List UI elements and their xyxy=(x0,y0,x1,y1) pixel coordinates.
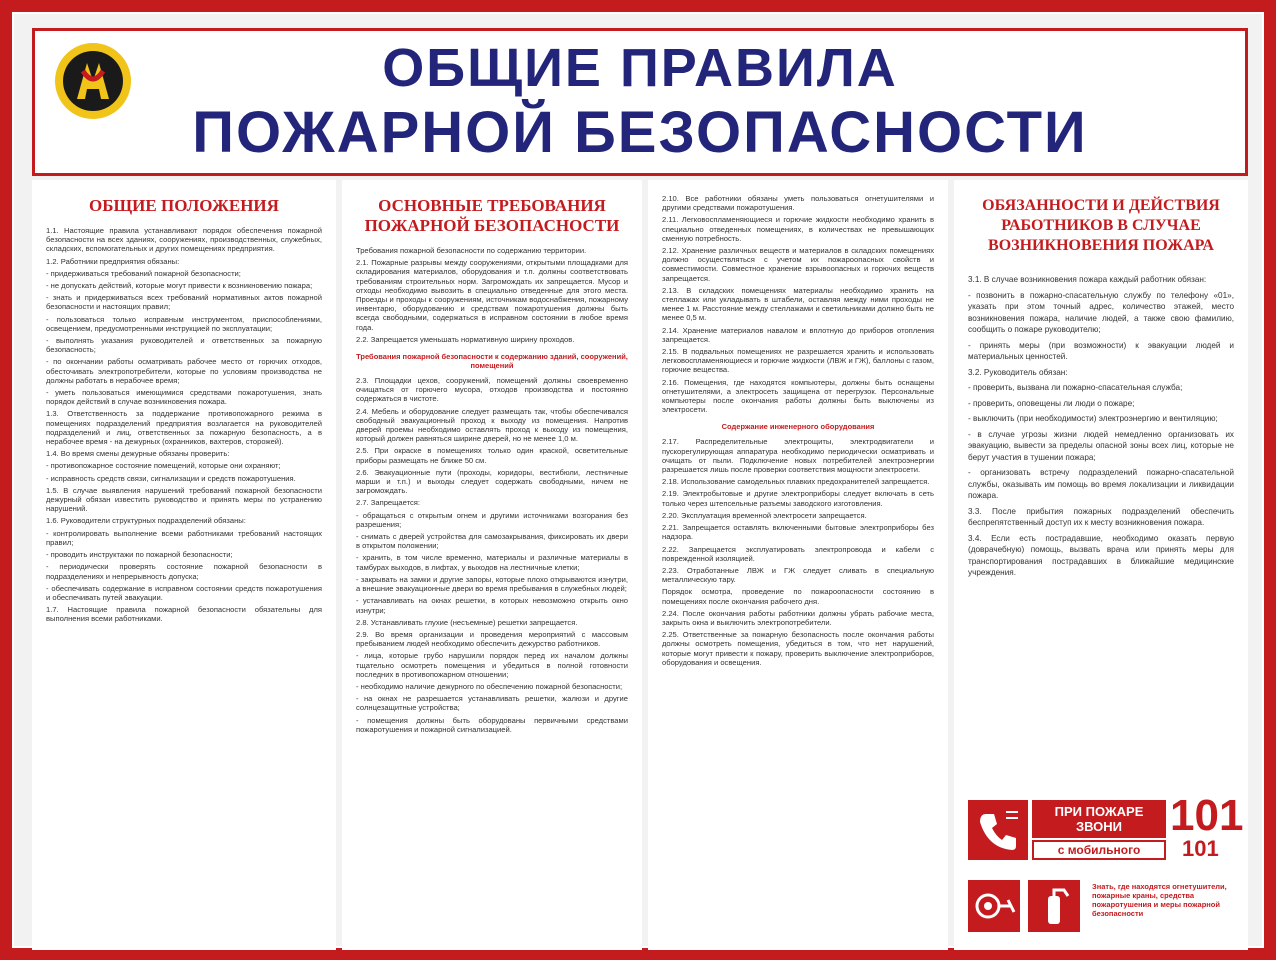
paragraph: 2.9. Во время организации и проведения мероприятий с массовым пребыванием людей необходимо обеспечить дежурство работников. xyxy=(356,629,628,649)
paragraph: - принять меры (при возможности) к эвакуации людей и материальных ценностей. xyxy=(968,340,1234,361)
column-requirements xyxy=(342,180,642,950)
call-label xyxy=(1032,800,1166,838)
signs-caption: Знать, где находятся огнетушители, пожарные краны, средства пожаротушения и меры пожарной безопасности xyxy=(1092,882,1227,918)
paragraph: - выполнять указания руководителей и ответственных за пожарную безопасность; xyxy=(46,336,322,355)
mobile-label: с мобильного xyxy=(1032,840,1166,860)
paragraph: - позвонить в пожарно-спасательную службу по телефону «01», указать при этом точный адрес, количество этажей, место возникновения пожара, наличие людей, а также свою фамилию, сообщить о пожаре руководителю; xyxy=(968,290,1234,334)
fire-extinguisher-icon xyxy=(1028,880,1080,932)
paragraph: - пользоваться только исправным инструментом, приспособлениями, освещением, предусмотренными инструкцией по эксплуатации; xyxy=(46,314,322,333)
column-text xyxy=(662,194,934,414)
paragraph: 2.14. Хранение материалов навалом и вплотную до приборов отопления запрещается. xyxy=(662,325,934,344)
column-duties xyxy=(954,180,1248,950)
paragraph: - устанавливать на окнах решетки, в которых невозможно открыть окно изнутри; xyxy=(356,596,628,615)
column-text xyxy=(968,274,1234,579)
paragraph: 2.6. Эвакуационные пути (проходы, коридоры, вестибюли, лестничные марши и т.п.) и выходы следует содержать свободными, ничем не загромождать. xyxy=(356,467,628,496)
paragraph: 2.16. Помещения, где находятся компьютеры, должны быть оснащены огнетушителями, а электросеть защищена от перегрузок. Персональные компьютеры после окончания работы должны быть выключены из электросети. xyxy=(662,377,934,415)
paragraph: 2.10. Все работники обязаны уметь пользоваться огнетушителями и другими средствами пожаротушения. xyxy=(662,194,934,213)
paragraph: 2.5. При окраске в помещениях только один краской, осветительные приборы размещать не ближе 50 см. xyxy=(356,446,628,465)
paragraph: - лица, которые грубо нарушили порядок перед их началом должны тщательно осмотреть помещения и убедиться в полной готовности последних в противопожарном отношении; xyxy=(356,651,628,679)
paragraph: 2.20. Эксплуатация временной электросети запрещается. xyxy=(662,510,867,520)
paragraph: 3.1. В случае возникновения пожара каждый работник обязан: xyxy=(968,275,1207,284)
column-text xyxy=(356,246,628,344)
paragraph: 2.13. В складских помещениях материалы необходимо хранить на стеллажах или укладывать в штабели, оставляя между ними проходы не менее 1 м. Расстояние между стеллажами и светильниками должно быть не менее 0,5 м. xyxy=(662,285,934,323)
paragraph: - исправность средств связи, сигнализации и средств пожаротушения. xyxy=(46,473,296,483)
poster-frame xyxy=(12,12,1264,948)
column-text xyxy=(46,226,322,624)
paragraph: - по окончании работы осматривать рабочее место от горючих отходов, обесточивать электропотребители, которые по условиям производства не должны работать в нерабочее время; xyxy=(46,357,322,385)
paragraph: - закрывать на замки и другие запоры, которые плохо открываются изнутри, а внешние эвакуационные двери во время пребывания в служебных людей; xyxy=(356,574,628,594)
paragraph: 3.2. Руководитель обязан: xyxy=(968,367,1068,377)
paragraph: - в случае угрозы жизни людей немедленно организовать их эвакуацию, вывести за пределы опасной зоны всех лиц, которые не берут участия в тушении пожара; xyxy=(968,429,1234,462)
paragraph: 2.3. Площадки цехов, сооружений, помещений должны своевременно очищаться от горючего мусора, отходов производства и постоянно содержаться в чистоте. xyxy=(356,376,628,404)
call-line2: ЗВОНИ xyxy=(1075,819,1123,834)
paragraph: - выключить (при необходимости) электроэнергию и вентиляцию; xyxy=(968,414,1218,423)
subsection-heading: Содержание инженерного оборудования xyxy=(721,422,875,432)
paragraph: - проводить инструктажи по пожарной безопасности; xyxy=(46,550,233,560)
page-title-line2: ПОЖАРНОЙ БЕЗОПАСНОСТИ xyxy=(192,100,1088,165)
paragraph: 1.1. Настоящие правила устанавливают порядок обеспечения пожарной безопасности на всех зданиях, сооружениях, производственных, служебных, складских, вспомогательных и других помещениях предприятия. xyxy=(46,226,322,254)
column-heading: ОБЯЗАННОСТИ И ДЕЙСТВИЯ РАБОТНИКОВ В СЛУЧАЕ ВОЗНИКНОВЕНИЯ ПОЖАРА xyxy=(982,197,1220,254)
paragraph: - знать и придерживаться всех требований нормативных актов пожарной безопасности и настоящих правил; xyxy=(46,293,322,312)
column-heading: ОБЩИЕ ПОЛОЖЕНИЯ xyxy=(89,196,279,215)
paragraph: 2.23. Отработанные ЛВЖ и ГЖ следует сливать в специальную металлическую тару. xyxy=(662,565,934,585)
title-banner xyxy=(32,28,1248,176)
paragraph: Порядок осмотра, проведение по пожароопасности состоянию в помещениях после окончания рабочего дня. xyxy=(662,587,934,606)
paragraph: - придерживаться требований пожарной безопасности; xyxy=(46,268,241,278)
paragraph: - на окнах не разрешается устанавливать решетки, жалюзи и другие солнцезащитные устройства; xyxy=(356,694,628,713)
paragraph: - обращаться с открытым огнем и другими источниками возгорания без разрешения; xyxy=(356,510,628,529)
column-general xyxy=(32,180,336,950)
paragraph: 2.11. Легковоспламеняющиеся и горючие жидкости необходимо хранить в специально отведенных помещениях, в количествах не превышающих сменную потребность. xyxy=(662,215,934,243)
paragraph: 2.22. Запрещается эксплуатировать электропровода и кабели с поврежденной изоляцией. xyxy=(662,544,934,563)
paragraph: 1.4. Во время смены дежурные обязаны проверить: xyxy=(46,449,230,459)
column-text xyxy=(662,437,934,666)
emergency-call-block xyxy=(968,791,1244,872)
paragraph: 3.4. Если есть пострадавшие, необходимо оказать первую (доврачебную) помощь, вызвать врача или принять меры для транспортирования пострадавших в ближайшие медицинские учреждения. xyxy=(968,533,1234,577)
paragraph: 2.15. В подвальных помещениях не разрешается хранить и использовать легковоспламеняющиеся и горючие жидкости (ЛВЖ и ГЖ), баллоны с газом, горючие вещества. xyxy=(662,347,934,375)
paragraph: - не допускать действий, которые могут привести к возникновению пожара; xyxy=(46,281,313,291)
paragraph: 1.6. Руководители структурных подразделений обязаны: xyxy=(46,516,246,526)
paragraph: 2.7. Запрещается: xyxy=(356,498,420,508)
paragraph: 2.1. Пожарные разрывы между сооружениями, открытыми площадками для складирования материалов, оборудования и т.п. должны соответствовать требованиям строительных норм. Загромождать их запрещается. Мусор и отходы необходимо вывозить в специально отведенные для этого места. Проезды и проходы к сооружениям, источникам водоснабжения, пожарному инвентарю, оборудованию и средствам пожаротушения должны быть всегда свободными, содержаться в исправном состоянии в любое время года. xyxy=(356,258,628,332)
safety-signs xyxy=(968,880,1234,932)
paragraph: - хранить, в том числе временно, материалы и различные материалы в тамбурах выходов, в лифтах, у выходов на лестничные клетки; xyxy=(356,553,628,572)
paragraph: 1.5. В случае выявления нарушений требований пожарной безопасности дежурный обязан известить руководство и принять меры по устранению нарушений. xyxy=(46,485,322,514)
paragraph: 1.2. Работники предприятия обязаны: xyxy=(46,256,180,266)
emergency-number: 101 xyxy=(1170,791,1244,840)
column-requirements-cont xyxy=(648,180,948,950)
paragraph: - уметь пользоваться имеющимися средствами пожаротушения, знать порядок действий в случае возникновения пожара. xyxy=(46,388,322,407)
paragraph: - противопожарное состояние помещений, которые они охраняют; xyxy=(46,461,281,471)
call-line1: ПРИ ПОЖАРЕ xyxy=(1054,804,1144,819)
column-text xyxy=(356,376,628,734)
paragraph: - проверить, вызвана ли пожарно-спасательная служба; xyxy=(968,383,1183,392)
paragraph: 1.7. Настоящие правила пожарной безопасности обязательны для выполнения всеми работниками. xyxy=(46,605,322,624)
paragraph: - снимать с дверей устройства для самозакрывания, фиксировать их двери в открытом положении; xyxy=(356,532,628,551)
paragraph: 2.25. Ответственные за пожарную безопасность после окончания работы должны осмотреть помещения, убедиться в том, что нет нарушений, которые могут привести к пожару, проверить выключение электроприборов, оборудования и освещения. xyxy=(662,630,934,667)
paragraph: Требования пожарной безопасности по содержанию территории. xyxy=(356,246,587,255)
paragraph: - контролировать выполнение всеми работниками требований настоящих правил; xyxy=(46,528,322,547)
paragraph: 2.4. Мебель и оборудование следует размещать так, чтобы обеспечивался свободный эвакуационный проход к выходу из помещения. Напротив дверей проемы необходимо оставлять проход к выходу из помещения, который должен равняться ширине дверей, но не менее 1,0 м. xyxy=(356,406,628,444)
fire-hose-icon xyxy=(968,880,1020,932)
paragraph: 2.19. Электробытовые и другие электроприборы следует включать в сеть только через штепсельные разъемы заводского изготовления. xyxy=(662,489,934,508)
subsection-heading: Требования пожарной безопасности к содержанию зданий, сооружений, помещений xyxy=(356,352,628,371)
paragraph: - обеспечивать содержание в исправном состоянии средств пожаротушения и обеспечивать путей эвакуации. xyxy=(46,583,322,602)
paragraph: - проверить, оповещены ли люди о пожаре; xyxy=(968,398,1135,408)
paragraph: 2.21. Запрещается оставлять включенными бытовые электроприборы без надзора. xyxy=(662,523,934,542)
paragraph: 2.12. Хранение различных веществ и материалов в складских помещениях должно осуществляться с учетом их пожароопасных свойств и совместимости. Совместное хранение взрывоопасных и горючих веществ запрещается. xyxy=(662,246,934,283)
page-title-line1: ОБЩИЕ ПРАВИЛА xyxy=(382,38,898,98)
paragraph: 1.3. Ответственность за поддержание противопожарного режима в помещениях подразделений предприятия возлагается на руководителей подразделений и лиц, ответственных за пожарную безопасность, а в нерабочее время - на дежурных (охранников, вахтеров, сторожей). xyxy=(46,409,322,447)
paragraph: - организовать встречу подразделений пожарно-спасательной службы, оказывать им помощь во время локализации и ликвидации пожара. xyxy=(968,468,1234,500)
mobile-number: 101 xyxy=(1182,836,1219,861)
paragraph: 2.2. Запрещается уменьшать нормативную ширину проходов. xyxy=(356,334,575,344)
paragraph: 2.17. Распределительные электрощиты, электродвигатели и пускорегулирующая аппаратура необходимо периодически осматривать и очищать от пыли. Подключение новых потребителей электроэнергии разрешается лишь после проверки соответствия мощности электросети. xyxy=(662,437,934,475)
paragraph: - помещения должны быть оборудованы первичными средствами пожаротушения и пожарной сигнализацией. xyxy=(356,715,628,734)
column-heading: ОСНОВНЫЕ ТРЕБОВАНИЯ ПОЖАРНОЙ БЕЗОПАСНОСТИ xyxy=(364,196,620,235)
paragraph: 2.18. Использование самодельных плавких предохранителей запрещается. xyxy=(662,477,930,487)
paragraph: - необходимо наличие дежурного по обеспечению пожарной безопасности; xyxy=(356,681,623,691)
phone-icon xyxy=(968,800,1028,860)
paragraph: 3.3. После прибытия пожарных подразделений обеспечить беспрепятственный доступ их к месту возникновения пожара. xyxy=(968,506,1234,527)
paragraph: 2.8. Устанавливать глухие (несъемные) решетки запрещается. xyxy=(356,617,578,627)
paragraph: 2.24. После окончания работы работники должны убрать рабочие места, закрыть окна и выключить электропотребители. xyxy=(662,608,934,627)
paragraph: - периодически проверять состояние пожарной безопасности в подразделениях и непрерывность допуска; xyxy=(46,562,322,581)
